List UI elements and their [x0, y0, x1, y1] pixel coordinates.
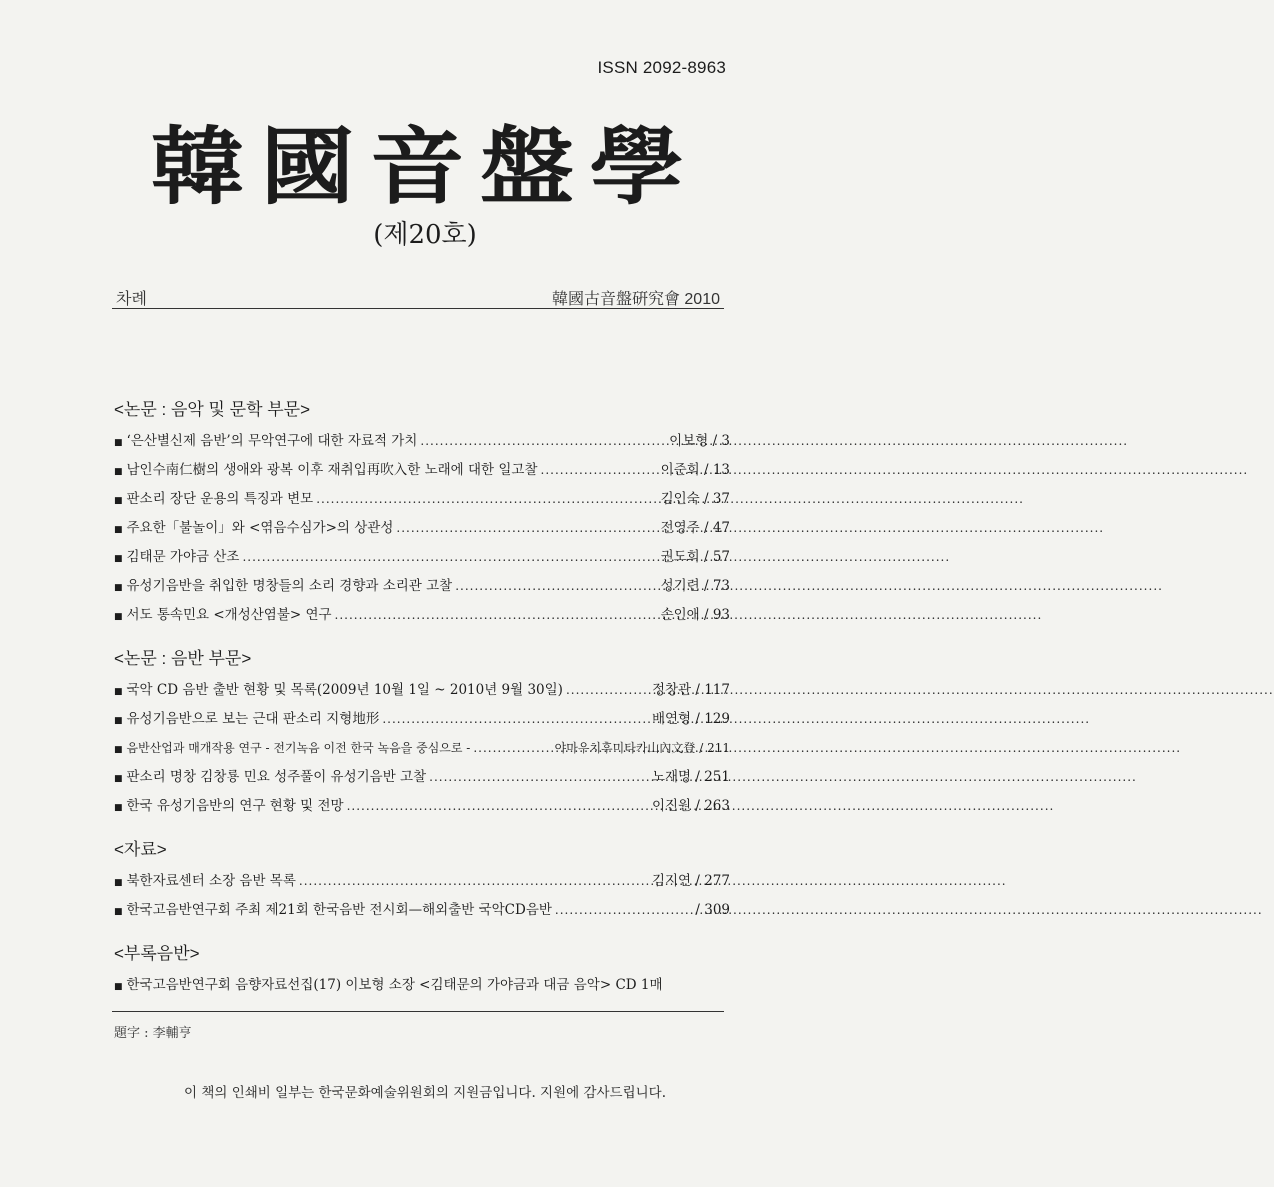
- toc-entry: [114, 572, 730, 601]
- section-records: [114, 647, 730, 821]
- journal-title: 韓國音盤學: [150, 117, 700, 216]
- bullet-icon: ■: [114, 438, 123, 448]
- entry-author-page: 손인애 / 93: [660, 607, 730, 623]
- issue-number: (제20호): [373, 220, 477, 250]
- entry-author-page: 성기련 / 73: [660, 578, 730, 594]
- bullet-icon: ■: [114, 583, 123, 593]
- section-title: <논문 : 음악 및 문학 부문>: [114, 400, 310, 419]
- bullet-icon: ■: [114, 803, 123, 813]
- leader-dots: [541, 456, 658, 485]
- section-title: <논문 : 음반 부문>: [114, 649, 252, 668]
- title-calligrapher: 題字 : 李輔亨: [114, 1026, 192, 1041]
- leader-dots: [420, 427, 666, 456]
- entry-title: 국악 CD 음반 출반 현황 및 목록(2009년 10월 1일 ~ 2010년 9월 30일): [126, 682, 563, 698]
- leader-dots: [347, 792, 649, 821]
- entry-author-page: 정창관 / 117: [651, 682, 730, 698]
- leader-dots: [429, 763, 649, 792]
- toc-entry: [114, 867, 730, 896]
- entry-title: 서도 통속민요 <개성산염불> 연구: [126, 607, 332, 623]
- toc-entry: [114, 427, 730, 456]
- table-of-contents: [114, 398, 730, 1017]
- entry-author-page: 이준희 / 13: [660, 462, 730, 478]
- leader-dots: [242, 543, 657, 572]
- leader-dots: [299, 867, 649, 896]
- leader-dots: [316, 485, 657, 514]
- publisher-year: 韓國古音盤硏究會 2010: [551, 291, 720, 308]
- entry-author-page: 권도희 / 57: [660, 549, 730, 565]
- header-divider: [112, 308, 724, 309]
- toc-entry: [114, 792, 730, 821]
- entry-title: 한국고음반연구회 주최 제21회 한국음반 전시회—해외출반 국악CD음반: [126, 902, 552, 918]
- bullet-icon: ■: [114, 554, 123, 564]
- entry-title: 음반산업과 매개작용 연구 - 전기녹음 이전 한국 녹음을 중심으로 -: [126, 741, 471, 755]
- toc-entry: [114, 601, 730, 630]
- leader-dots: [396, 514, 657, 543]
- bullet-icon: ■: [114, 716, 123, 726]
- entry-author-page: 야마우치후미타카山內文登 / 211: [554, 741, 730, 755]
- section-music-literature: [114, 398, 730, 630]
- funding-acknowledgement: 이 책의 인쇄비 일부는 한국문화예술위원회의 지원금입니다. 지원에 감사드립니다.: [183, 1085, 666, 1101]
- toc-entry: [114, 485, 730, 514]
- toc-entry: [114, 456, 730, 485]
- footer-divider: [112, 1011, 724, 1012]
- bullet-icon: ■: [114, 687, 123, 697]
- entry-author-page: 김지연 / 277: [651, 873, 730, 889]
- entry-author-page: 배연형 / 129: [651, 711, 730, 727]
- toc-entry: [114, 543, 730, 572]
- entry-author-page: 이보형 / 3: [669, 433, 730, 449]
- bullet-icon: ■: [114, 878, 123, 888]
- section-materials: [114, 838, 730, 925]
- toc-entry: [114, 734, 730, 763]
- section-title: <자료>: [114, 840, 167, 859]
- entry-title: 남인수南仁樹의 생애와 광복 이후 재취입再吹入한 노래에 대한 일고찰: [126, 462, 538, 478]
- entry-title: 김태문 가야금 산조: [126, 549, 240, 565]
- leader-dots: [335, 601, 658, 630]
- entry-author-page: 이진원 / 263: [651, 798, 730, 814]
- bullet-icon: ■: [114, 982, 123, 992]
- section-appendix-record: [114, 942, 730, 1000]
- bullet-icon: ■: [114, 496, 123, 506]
- entry-title: 북한자료센터 소장 음반 목록: [126, 873, 296, 889]
- entry-author-page: 김인숙 / 37: [660, 491, 730, 507]
- bullet-icon: ■: [114, 467, 123, 477]
- toc-entry: [114, 676, 730, 705]
- toc-entry: [114, 705, 730, 734]
- leader-dots: [555, 896, 692, 925]
- bullet-icon: ■: [114, 774, 123, 784]
- toc-entry: [114, 514, 730, 543]
- leader-dots: [382, 705, 649, 734]
- bullet-icon: ■: [114, 907, 123, 917]
- leader-dots: [473, 734, 551, 763]
- toc-entry: [114, 763, 730, 792]
- entry-title: 판소리 명창 김창룡 민요 성주풀이 유성기음반 고찰: [126, 769, 427, 785]
- entry-title: ‘은산별신제 음반’의 무악연구에 대한 자료적 가치: [126, 433, 418, 449]
- entry-title: 한국고음반연구회 음향자료선집(17) 이보형 소장 <김태문의 가야금과 대금 음악> CD 1매: [126, 977, 663, 993]
- entry-author-page: / 309: [695, 902, 730, 918]
- section-title: <부록음반>: [114, 944, 200, 963]
- bullet-icon: ■: [114, 745, 123, 755]
- contents-label: 차례: [116, 291, 147, 308]
- leader-dots: [566, 676, 649, 705]
- bullet-icon: ■: [114, 525, 123, 535]
- bullet-icon: ■: [114, 612, 123, 622]
- contents-header: [116, 286, 720, 309]
- leader-dots: [455, 572, 657, 601]
- entry-title: 판소리 장단 운용의 특징과 변모: [126, 491, 314, 507]
- issn-number: ISSN 2092-8963: [597, 58, 726, 77]
- entry-title: 한국 유성기음반의 연구 현황 및 전망: [126, 798, 344, 814]
- entry-author-page: 전영주 / 47: [660, 520, 730, 536]
- toc-entry: [114, 896, 730, 925]
- entry-title: 유성기음반으로 보는 근대 판소리 지형地形: [126, 711, 380, 727]
- entry-title: 주요한「불놀이」와 <엮음수심가>의 상관성: [126, 520, 394, 536]
- toc-entry: [114, 971, 730, 1000]
- entry-author-page: 노재명 / 251: [651, 769, 730, 785]
- entry-title: 유성기음반을 취입한 명창들의 소리 경향과 소리관 고찰: [126, 578, 453, 594]
